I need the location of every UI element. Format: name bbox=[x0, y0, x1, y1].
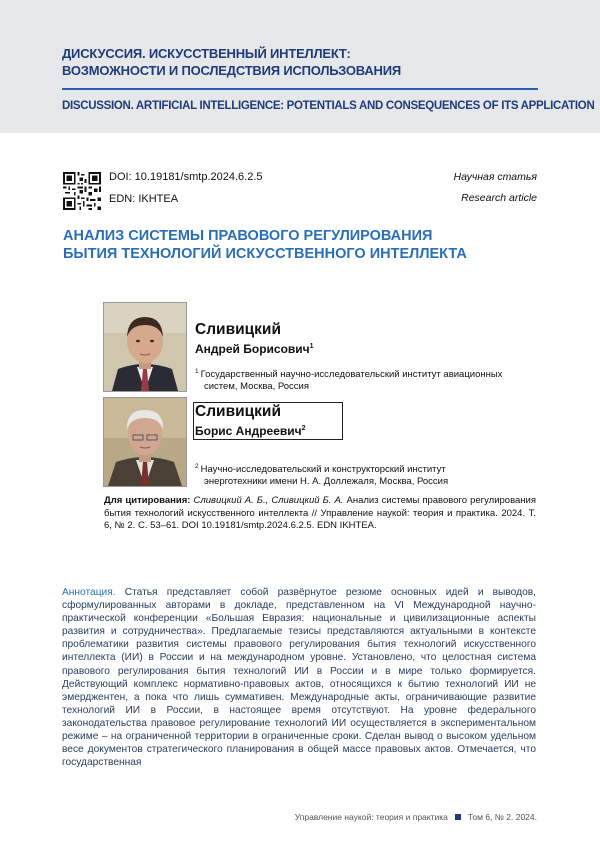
abstract-text: Статья представляет собой развёрнутое резюме основных идей и выводов, сформулированных авторами в докладе, представленном на VI Международной научно-практической конференции «Большая Евразия: национальные и цивилизационные аспекты развития и сотрудничества». Предлагаемые тезисы представляются актуальными в контексте проблематики развития системы правового регулирования бытия технологий искусственного интеллекта (ИИ) в России и на международном уровне. Установлено, что целостная система правового регулирования бытия технологий ИИ в России и в мире только формируется. Действующий комплекс нормативно-правовых актов, относящихся к бытию технологий ИИ не эмерджентен, а пока что лишь суммативен. Международные акты, ограничивающие развитие технологий ИИ в России, в настоящее время отсутствуют. На уровне федерального законодательства правовое регулирование технологий ИИ осуществляется в экспериментальном режиме – на ограниченной территории в ограниченные сроки. Сделан вывод о высоком удельном весе документов стратегического планирования в общей массе правовых актов. Отмечается, что государственная bbox=[62, 587, 536, 769]
footer-journal: Управление наукой: теория и практика bbox=[294, 812, 448, 822]
article-title bbox=[63, 227, 543, 263]
article-type-en: Research article bbox=[461, 192, 537, 204]
author-2-sup: 2 bbox=[301, 425, 306, 432]
citation-authors: Сливицкий А. Б., Сливицкий Б. А. bbox=[193, 495, 344, 506]
author-1-last-name: Сливицкий bbox=[195, 321, 281, 338]
aff-1-line2: систем, Москва, Россия bbox=[204, 381, 310, 393]
aff-2-number: 2 bbox=[195, 463, 199, 470]
abstract-label: Аннотация. bbox=[62, 587, 116, 598]
citation-text: Анализ системы правового регулирования бытия технологий искусственного интеллекта // Управление наукой: теория и практика. 2024. Т. 6, № 2. С. 53–61. DOI 10.19181/smtp.2024.6.2.5. EDN IKHTEA. bbox=[104, 495, 536, 531]
journal-header-band bbox=[0, 0, 600, 133]
abstract-block bbox=[62, 586, 536, 769]
section-title-ru-line2: ВОЗМОЖНОСТИ И ПОСЛЕДСТВИЯ ИСПОЛЬЗОВАНИЯ bbox=[62, 63, 402, 78]
footer-issue: Том 6, № 2. 2024. bbox=[467, 812, 537, 822]
aff-1-number: 1 bbox=[195, 368, 199, 375]
section-title-ru bbox=[62, 45, 542, 79]
author-1-first-names-text: Андрей Борисович bbox=[195, 342, 310, 356]
aff-1-line1: Государственный научно-исследовательский институт авиационных bbox=[200, 369, 503, 381]
header-divider bbox=[62, 88, 538, 90]
article-title-line2: БЫТИЯ ТЕХНОЛОГИЙ ИСКУССТВЕННОГО ИНТЕЛЛЕКТА bbox=[63, 246, 467, 262]
author-photo-2 bbox=[103, 397, 187, 487]
author-2-first-names-text: Борис Андреевич bbox=[195, 424, 302, 438]
author-2-first-names bbox=[195, 421, 306, 439]
aff-2-line1: Научно-исследовательский и конструкторский институт bbox=[200, 464, 446, 476]
author-1-affiliation bbox=[195, 366, 535, 393]
article-type-ru: Научная статья bbox=[453, 171, 537, 183]
author-photo-1 bbox=[103, 302, 187, 392]
citation-label: Для цитирования: bbox=[104, 495, 191, 506]
edn-text: EDN: IKHTEA bbox=[109, 193, 179, 205]
author-1-sup: 1 bbox=[309, 343, 314, 350]
author-1-first-names bbox=[195, 339, 314, 357]
section-title-ru-line1: ДИСКУССИЯ. ИСКУССТВЕННЫЙ ИНТЕЛЛЕКТ: bbox=[62, 46, 351, 61]
citation-block bbox=[104, 495, 536, 533]
section-title-en: DISCUSSION. ARTIFICIAL INTELLIGENCE: POTENTIALS AND CONSEQUENCES OF ITS APPLICATION bbox=[62, 100, 595, 112]
page-footer bbox=[295, 812, 537, 822]
aff-2-line2: энерготехники имени Н. А. Доллежаля, Москва, Россия bbox=[204, 476, 449, 488]
qr-code-icon bbox=[63, 172, 101, 210]
article-title-line1: АНАЛИЗ СИСТЕМЫ ПРАВОВОГО РЕГУЛИРОВАНИЯ bbox=[63, 228, 433, 244]
author-2-affiliation bbox=[195, 461, 535, 488]
doi-text: DOI: 10.19181/smtp.2024.6.2.5 bbox=[109, 171, 263, 183]
author-2-last-name: Сливицкий bbox=[195, 403, 281, 420]
footer-square-icon bbox=[455, 814, 461, 820]
